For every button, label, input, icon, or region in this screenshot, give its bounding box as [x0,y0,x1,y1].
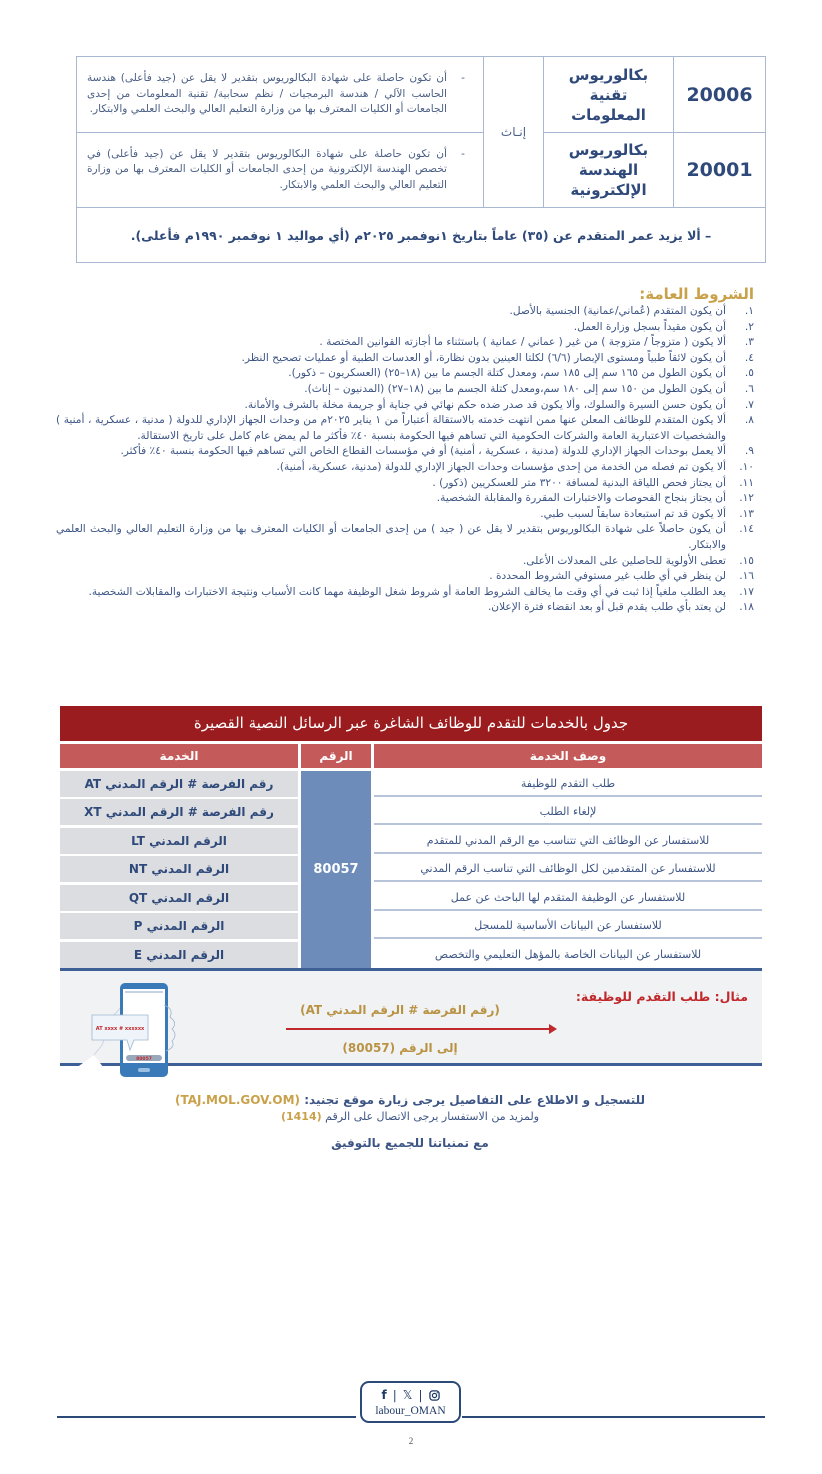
item-number: ١٢. [739,492,754,505]
x-icon[interactable]: 𝕏 [402,1388,413,1402]
facebook-icon[interactable]: f [381,1388,387,1402]
item-text: تعطى الأولوية للحاصلين على المعدلات الأعلى. [522,554,726,567]
service-description: طلب التقدم للوظيفة [374,771,762,797]
specializations-table [76,56,766,263]
sms-grid [60,741,762,969]
item-number: ١١. [739,476,754,489]
item-number: ١٤. [739,523,754,536]
table-row [77,57,766,133]
example-panel [60,971,762,1066]
item-text: ألا يكون قد تم استبعادة سابقاً لسبب طبي. [540,507,726,520]
condition-item [56,382,756,398]
example-sms-format: (رقم الفرصة # الرقم المدني AT) [300,1003,500,1017]
conditions-list [56,304,756,616]
item-text: يعد الطلب ملغياً إذا ثبت في أي وقت ما يخالف الشروط العامة أو شروط شغل الوظيفة مهما كانت الأسباب ونتيجة الاختبارات والمقابلات الشخصية. [88,585,726,598]
item-text: ألا يكون تم فصله من الخدمة من إحدى مؤسسات وحدات الجهاز الإداري للدولة (مدنية، عسكرية، أمنية). [276,460,726,473]
service-code: الرقم المدني QT [60,885,298,911]
item-text: أن يجتاز فحص اللياقة البدنية لمسافة ٣٢٠٠ متر للعسكريين (ذكور) . [432,476,726,489]
age-row [77,208,766,263]
closing-text: مع تمنياتنا للجميع بالتوفيق [331,1136,489,1150]
item-text: أن يكون الطول من ١٥٠ سم إلى ١٨٠ سم،ومعدل كتلة الجسم ما بين (١٨–٢٧) (المدنيون – إناث). [304,382,726,395]
header-description: وصف الخدمة [374,744,762,768]
age-note: – ألا يزيد عمر المتقدم عن (٣٥) عاماً بتاريخ ١نوفمبر ٢٠٢٥م (أي مواليد ١ نوفمبر ١٩٩٠م فأعلى). [77,208,766,263]
separator: | [418,1388,423,1402]
bullet: - [461,147,465,160]
item-number: ٣. [744,336,754,349]
item-text: ألا يكون ( متزوجاً / متزوجة ) من غير ( عماني / عمانية ) باستثناء ما أجازته القوانين المختصة . [319,336,726,349]
gender: إنـاث [484,57,544,208]
condition-item [56,444,756,460]
service-code: رقم الفرصة # الرقم المدني AT [60,771,298,797]
condition-item [56,413,756,444]
registration-line [120,1092,700,1109]
condition-item [56,600,756,616]
example-title: مثال: طلب التقدم للوظيفة: [575,989,748,1004]
condition-item [56,351,756,367]
item-number: ٨. [744,414,754,427]
degree-name: بكالوريوس الهندسة الإلكترونية [544,133,674,208]
sms-number: 80057 [301,771,371,969]
header-number: الرقم [301,744,371,768]
sms-table-title: جدول بالخدمات للتقدم للوظائف الشاغرة عبر الرسائل النصية القصيرة [60,706,762,741]
svg-text:AT xxxx # xxxxxx: AT xxxx # xxxxxx [95,1026,145,1032]
example-destination: إلى الرقم (80057) [342,1041,458,1055]
condition-item [56,491,756,507]
item-number: ٦. [744,382,754,395]
footer-divider [57,1416,356,1418]
service-description: للاستفسار عن المتقدمين لكل الوظائف التي تناسب الرقم المدني [374,856,762,882]
contact-info [120,1092,700,1150]
svg-text:80057: 80057 [136,1057,152,1062]
item-text: أن يكون حاصلاً على شهادة البكالوريوس بتقدير لا يقل عن ( جيد ) من إحدى الجامعات أو الكليات المعترف بها من وزارة التعليم العالي والبحث العلمي والابتكار. [56,523,726,551]
inquiry-text: ولمزيد من الاستفسار يرجى الاتصال على الرقم [321,1110,540,1123]
social-icons [362,1387,459,1403]
item-number: ٥. [744,367,754,380]
item-text: ألا يكون المتقدم للوظائف المعلن عنها ممن انتهت خدمته بالاستقالة أعتباراً من ١ يناير ٢٠٢٥م من وحدات الجهاز الإداري للدولة ( مدنية ، عسكرية ، أمنية ) والشخصيات الاعتبارية العامة والشركات الحكومية التي تساهم فيها الحكومة بنسبة ٤٠٪ فأكثر ما لم يمض عام كامل على تاريخ الاستقالة. [56,414,727,442]
item-text: لن يعتد بأي طلب يقدم قبل أو بعد انقضاء فترة الإعلان. [487,601,726,614]
item-number: ٤. [744,351,754,364]
item-number: ١٦. [739,570,754,583]
degree-name: بكالوريوس تقنية المعلومات [544,57,674,133]
requirement-cell [77,133,484,208]
item-text: ألا يعمل بوحدات الجهاز الإداري للدولة (مدنية ، عسكرية ، أمنية) أو في مؤسسات القطاع الخاص التي تساهم فيها الحكومة بنسبة ٤٠٪ فأكثر. [120,445,726,458]
arrow-right-icon [286,1028,550,1030]
instagram-icon[interactable] [429,1390,440,1401]
service-code: الرقم المدني P [60,913,298,939]
condition-item [56,366,756,382]
phone-number: (1414) [280,1110,322,1123]
condition-item [56,320,756,336]
condition-item [56,398,756,414]
item-text: لن ينظر في أي طلب غير مستوفي الشروط المحددة . [489,570,726,583]
conditions-title: الشروط العامة: [639,285,754,303]
service-code: الرقم المدني E [60,942,298,968]
item-number: ١٧. [739,585,754,598]
service-code: رقم الفرصة # الرقم المدني XT [60,799,298,825]
item-text: أن يكون الطول من ١٦٥ سم إلى ١٨٥ سم، ومعدل كتلة الجسم ما بين (١٨–٢٥) (العسكريون – ذكور). [288,367,726,380]
service-description: لإلغاء الطلب [374,799,762,825]
condition-item [56,554,756,570]
separator: | [392,1388,397,1402]
item-number: ٧. [744,398,754,411]
condition-item [56,476,756,492]
registration-text: للتسجيل و الاطلاع على التفاصيل يرجى زيارة موقع تجنيد: [300,1093,645,1107]
condition-item [56,569,756,585]
phone-sms-illustration [72,975,182,1085]
service-description: للاستفسار عن البيانات الأساسية للمسجل [374,913,762,939]
service-description: للاستفسار عن البيانات الخاصة بالمؤهل التعليمي والتخصص [374,942,762,968]
item-number: ٢. [744,320,754,333]
social-media-badge [360,1381,461,1423]
condition-item [56,585,756,601]
job-code: 20006 [674,57,766,133]
general-conditions [56,284,756,616]
header-service: الخدمة [60,744,298,768]
service-code: الرقم المدني LT [60,828,298,854]
inquiry-line [120,1109,700,1124]
item-text: أن يكون مقيداً بسجل وزارة العمل. [573,320,726,333]
item-number: ١٣. [739,507,754,520]
item-text: أن يكون لائقاً طبياً ومستوى الإبصار (٦/٦) لكلتا العينين بدون نظارة، أو العدسات الطبية أو عمليات تصحيح النظر. [241,351,726,364]
requirement-text: أن تكون حاصلة على شهادة البكالوريوس بتقدير لا يقل عن (جيد فأعلى) هندسة الحاسب الآلي / هندسة البرمجيات / نظم سحابية/ تقنية المعلومات من إحدى الجامعات أو الكليات المعترف بها من وزارة التعليم العالي والبحث العلمي والابتكار. [87,72,447,116]
item-number: ٩. [744,445,754,458]
condition-item [56,522,756,553]
website-link[interactable]: (TAJ.MOL.GOV.OM) [174,1093,301,1107]
condition-item [56,460,756,476]
item-text: أن يكون المتقدم (عُماني/عمانية) الجنسية بالأصل. [509,305,726,317]
condition-item [56,304,756,320]
sms-services-table [60,706,762,969]
service-code: الرقم المدني NT [60,856,298,882]
job-code: 20001 [674,133,766,208]
service-description: للاستفسار عن الوظائف التي تتناسب مع الرقم المدني للمتقدم [374,828,762,854]
item-number: ١٥. [739,554,754,567]
service-description: للاستفسار عن الوظيفة المتقدم لها الباحث عن عمل [374,885,762,911]
condition-item [56,335,756,351]
table-row [77,133,766,208]
page-number: 2 [408,1436,414,1446]
requirement-cell [77,57,484,133]
item-number: ١٨. [739,601,754,614]
item-number: ١. [744,305,754,317]
footer-divider [462,1416,765,1418]
social-handle: labour_OMAN [375,1405,446,1417]
item-text: أن يجتاز بنجاح الفحوصات والاختبارات المقررة والمقابلة الشخصية. [436,492,726,505]
bullet: - [461,72,465,85]
condition-item [56,507,756,523]
item-number: ١٠. [739,460,754,473]
requirement-text: أن تكون حاصلة على شهادة البكالوريوس بتقدير لا يقل عن (جيد فأعلى) في تخصص الهندسة الإلكترونية من إحدى الجامعات أو الكليات المعترف بها من وزارة التعليم العالي والبحث العلمي والابتكار. [87,147,447,191]
item-text: أن يكون حسن السيرة والسلوك، وألا يكون قد صدر ضده حكم نهائي في جناية أو جريمة مخلة بالشرف والأمانة. [244,398,726,411]
